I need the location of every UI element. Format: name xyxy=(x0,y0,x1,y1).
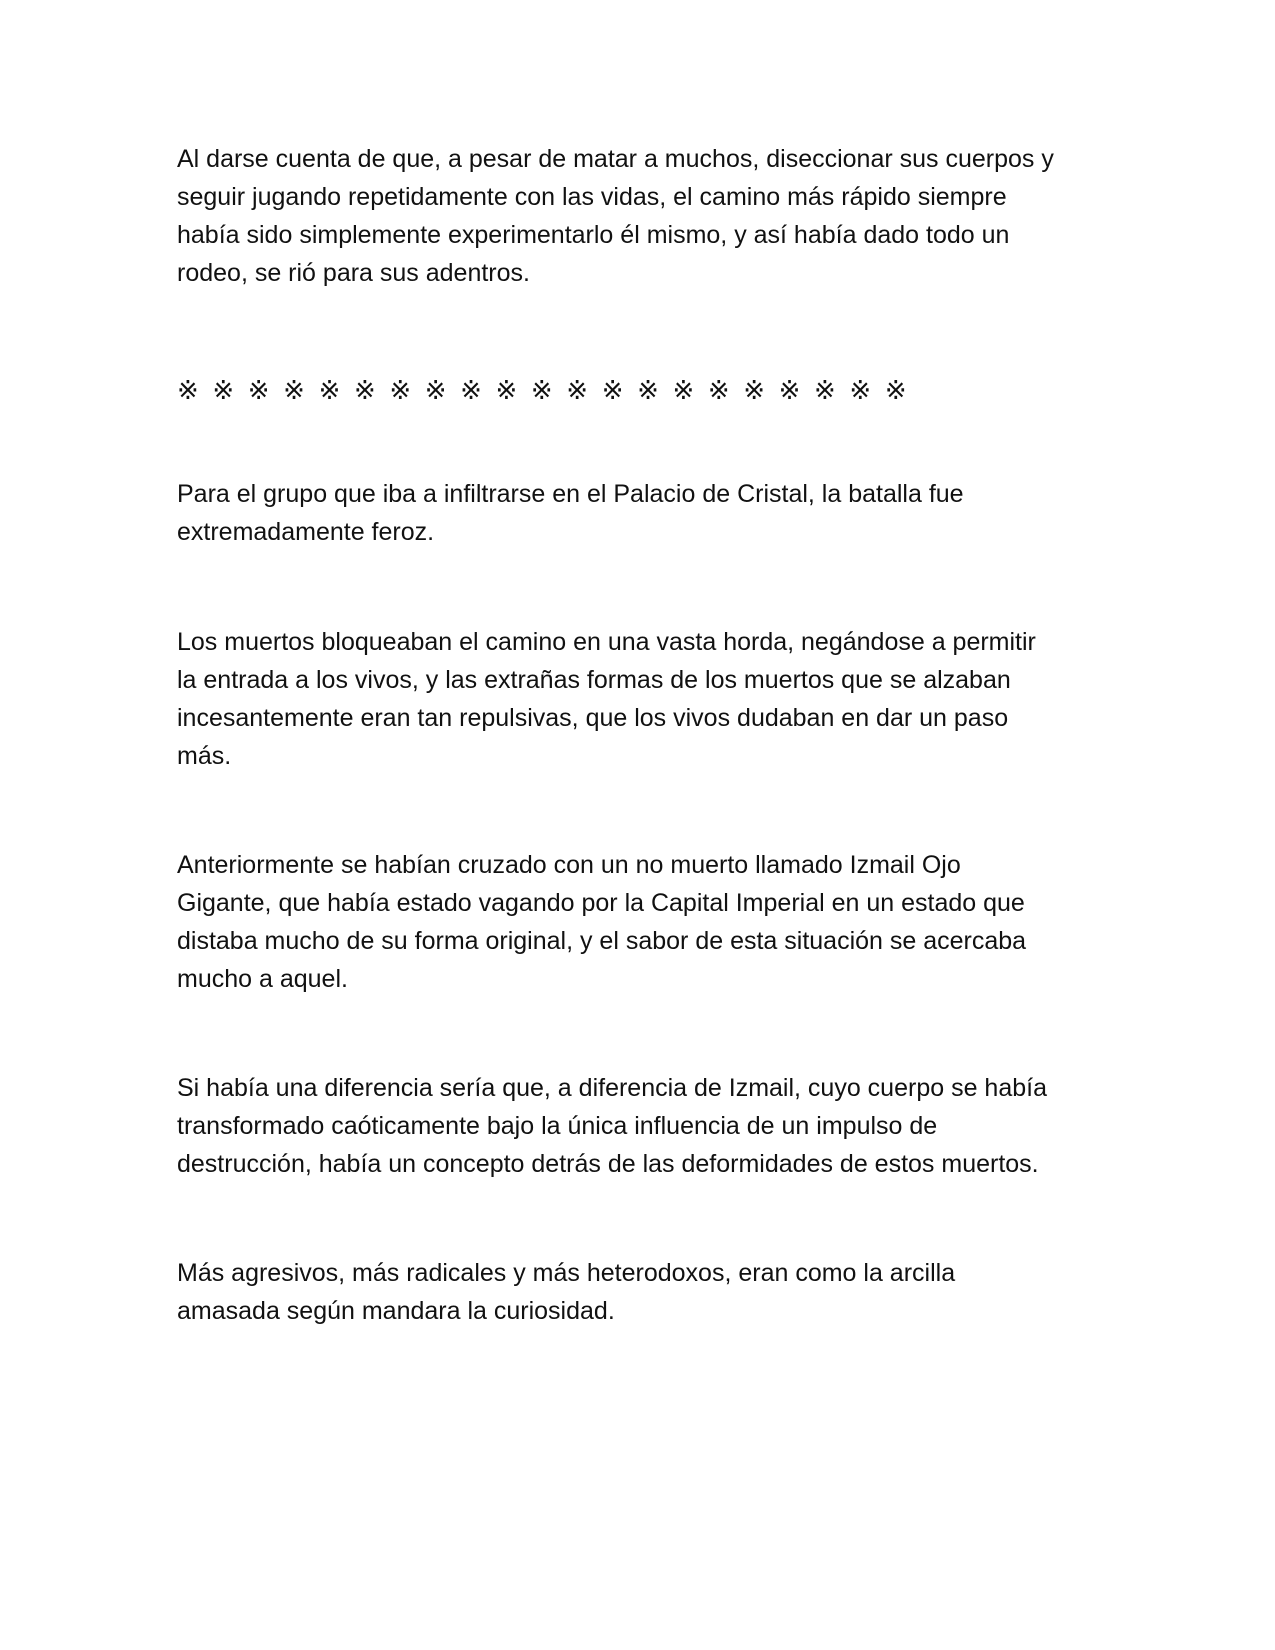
paragraph-4 xyxy=(177,846,1107,998)
reference-mark: ※ xyxy=(247,376,270,406)
text-line: destrucción, había un concepto detrás de las deformidades de estos muertos. xyxy=(177,1150,1039,1178)
text-line: extremadamente feroz. xyxy=(177,518,435,546)
reference-mark: ※ xyxy=(389,376,412,406)
reference-mark: ※ xyxy=(424,376,447,406)
text-line: rodeo, se rió para sus adentros. xyxy=(177,259,530,287)
text-line: Los muertos bloqueaban el camino en una vasta horda, negándose a permitir xyxy=(177,628,1036,656)
text-line: Al darse cuenta de que, a pesar de matar a muchos, diseccionar sus cuerpos y xyxy=(177,145,1054,173)
text-line: la entrada a los vivos, y las extrañas formas de los muertos que se alzaban xyxy=(177,666,1011,694)
text-line: Gigante, que había estado vagando por la Capital Imperial en un estado que xyxy=(177,889,1025,917)
reference-mark: ※ xyxy=(566,376,589,406)
paragraph-3 xyxy=(177,623,1107,775)
reference-mark: ※ xyxy=(353,376,376,406)
text-line: transformado caóticamente bajo la única influencia de un impulso de xyxy=(177,1112,938,1140)
text-line: seguir jugando repetidamente con las vidas, el camino más rápido siempre xyxy=(177,183,1007,211)
reference-mark: ※ xyxy=(778,376,801,406)
paragraph-6 xyxy=(177,1254,1107,1330)
paragraph-2 xyxy=(177,475,1107,551)
reference-mark: ※ xyxy=(530,376,553,406)
text-line: Si había una diferencia sería que, a diferencia de Izmail, cuyo cuerpo se había xyxy=(177,1074,1047,1102)
text-line: Para el grupo que iba a infiltrarse en el Palacio de Cristal, la batalla fue xyxy=(177,480,964,508)
section-separator xyxy=(177,372,920,410)
text-line: Más agresivos, más radicales y más heterodoxos, eran como la arcilla xyxy=(177,1259,956,1287)
text-line: Anteriormente se habían cruzado con un no muerto llamado Izmail Ojo xyxy=(177,851,961,879)
reference-mark: ※ xyxy=(460,376,482,406)
text-line: había sido simplemente experimentarlo él mismo, y así había dado todo un xyxy=(177,221,1010,249)
reference-mark: ※ xyxy=(283,376,305,406)
text-line: amasada según mandara la curiosidad. xyxy=(177,1297,615,1325)
reference-mark: ※ xyxy=(814,376,836,406)
reference-mark: ※ xyxy=(212,376,235,406)
reference-mark: ※ xyxy=(177,376,199,406)
reference-mark: ※ xyxy=(707,376,730,406)
reference-mark: ※ xyxy=(318,376,341,406)
text-line: mucho a aquel. xyxy=(177,965,348,993)
reference-mark: ※ xyxy=(601,376,624,406)
reference-mark: ※ xyxy=(884,376,907,406)
reference-mark: ※ xyxy=(849,376,872,406)
text-line: distaba mucho de su forma original, y el sabor de esta situación se acercaba xyxy=(177,927,1027,955)
text-line: incesantemente eran tan repulsivas, que los vivos dudaban en dar un paso xyxy=(177,704,1009,732)
reference-mark: ※ xyxy=(495,376,518,406)
reference-mark: ※ xyxy=(743,376,766,406)
text-line: más. xyxy=(177,742,232,770)
reference-mark: ※ xyxy=(637,376,659,406)
paragraph-1 xyxy=(177,140,1107,292)
reference-mark: ※ xyxy=(672,376,695,406)
paragraph-5 xyxy=(177,1069,1107,1183)
